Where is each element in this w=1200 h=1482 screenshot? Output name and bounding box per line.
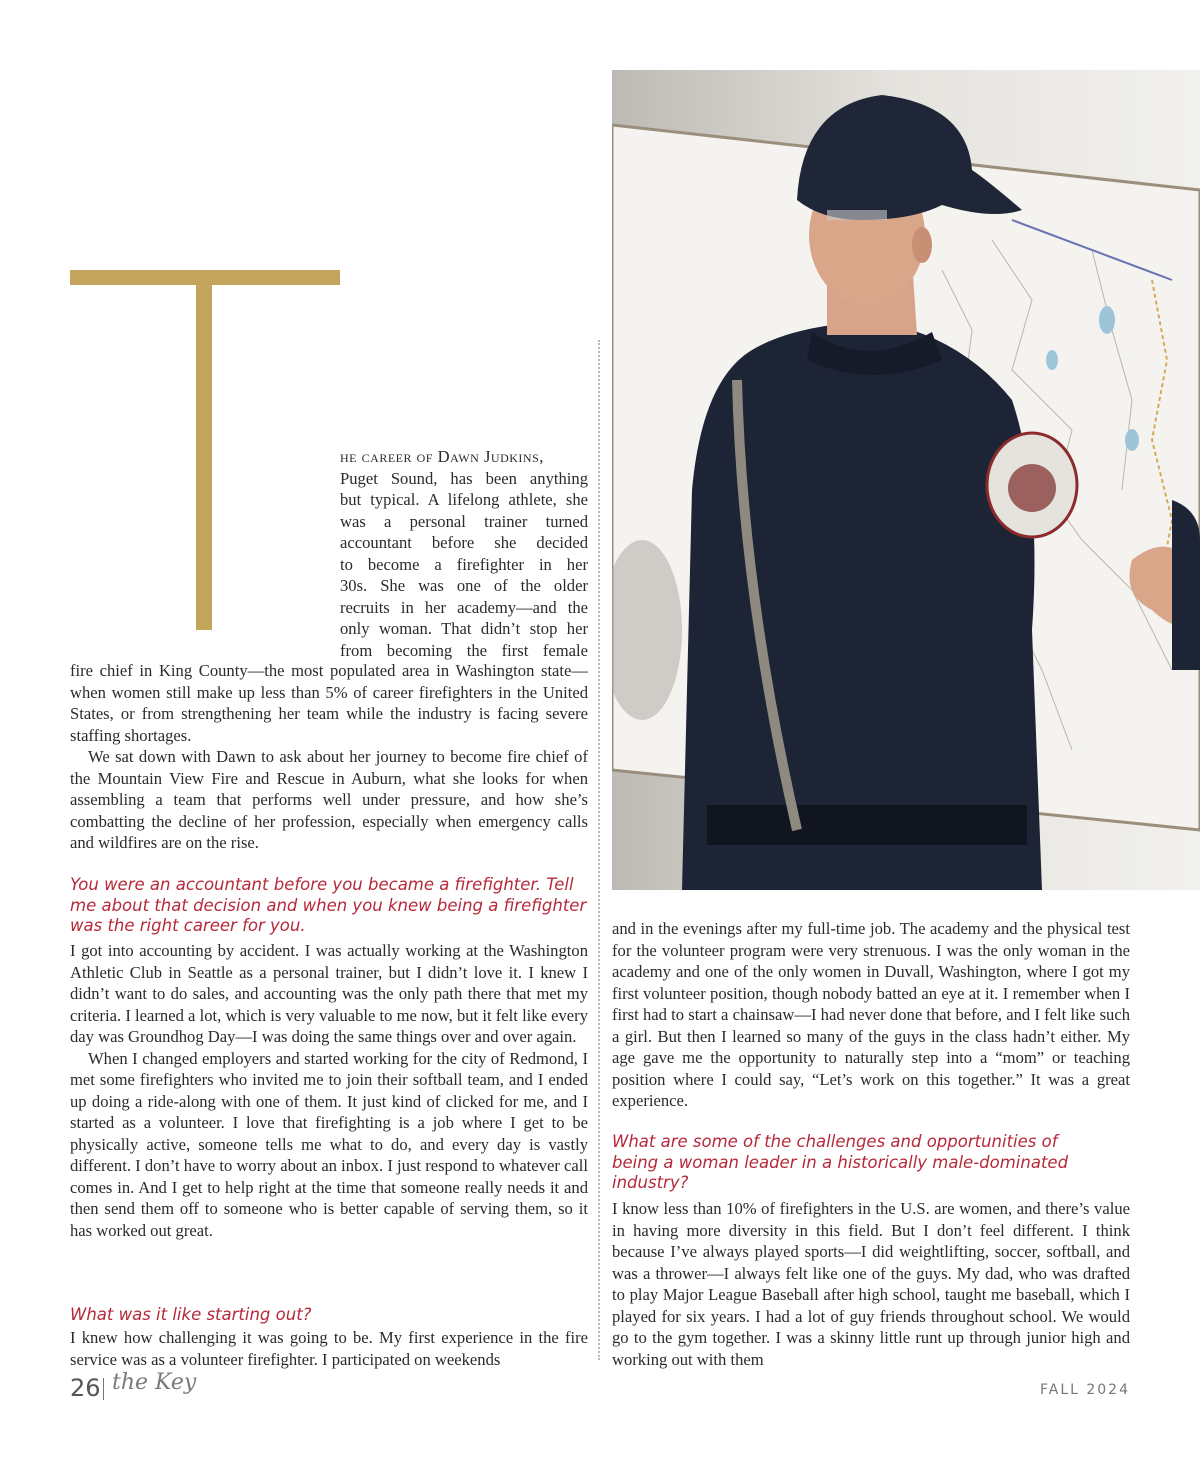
answer-1: [70, 940, 588, 1241]
intro-narrow-line: to become a firefighter in her: [340, 554, 588, 574]
firefighter-photo: [612, 70, 1200, 890]
intro-paragraph-1: fire chief in King County—the most populated area in Washington state—when women still make up less than 5% of career firefighters in the United States, or from strengthening her team while the industry is facing severe staffing shortages.: [70, 661, 588, 745]
intro-narrow-line: but typical. A lifelong athlete, she: [340, 490, 588, 509]
intro-narrow-line: from becoming the first female: [340, 640, 588, 660]
intro-narrow-line: recruits in her academy—and the: [340, 597, 588, 617]
answer-3: I know less than 10% of firefighters in the U.S. are women, and there’s value in having more diversity in this field. But I don’t feel different. I think because I’ve always played sports—I did weightlifting, soccer, softball, and was a thrower—I always felt like one of the guys. My dad, who was drafted to play Major League Baseball after high school, taught me baseball, which I played for six years. I had a lot of guy friends throughout school. We would go to the gym together. I was a skinny little runt up through junior high and working out with them: [612, 1199, 1130, 1369]
intro-wide: [70, 660, 588, 854]
intro-paragraph-2: We sat down with Dawn to ask about her journey to become fire chief of the Mountain View Fire and Rescue in Auburn, what she looks for when assembling a team that performs well under pressure, and how she’s combatting the decline of her profession, especially when emergency calls and wildfires are on the rise.: [70, 747, 588, 852]
page-number: 26: [70, 1374, 101, 1402]
intro-narrow-line: 30s. She was one of the older: [340, 576, 588, 595]
intro-narrow: [340, 446, 588, 661]
issue-label: FALL 2024: [1039, 1382, 1130, 1398]
column-divider: [598, 340, 600, 1360]
intro-narrow-line: accountant before she decided: [340, 533, 588, 552]
question-1: You were an accountant before you became a firefighter. Tell me about that decision and when you knew being a firefighter was the right career for you.: [70, 875, 587, 935]
answer-2-right: and in the evenings after my full-time job. The academy and the physical test for the volunteer program were very strenuous. I was the only woman in the academy and one of the only women in Duvall, Washington, where I got my first volunteer position, though nobody batted an eye at it. I remember when I first had to start a chainsaw—I had never done that before, and I felt like such a girl. But then I learned so many of the guys in the class hadn’t either. My age gave me the opportunity to naturally step into a “mom” or teaching position where I could say, “Let’s work on this together.” It was a great experience.: [612, 919, 1130, 1110]
answer-1-paragraph-2: When I changed employers and started working for the city of Redmond, I met some firefighters who invited me to join their softball team, and I ended up doing a ride-along with one of them. It just kind of clicked for me, and I started as a volunteer. I love that firefighting is a job where I get to be physically active, someone tells me what to do, and every day is vastly different. I don’t have to worry about an inbox. I just respond to whatever call comes in. And I get to help right at the time that someone really needs it and then send them off to someone who is better capable of serving them, so it has worked out great.: [70, 1048, 588, 1240]
answer-1-paragraph-1: I got into accounting by accident. I was actually working at the Washington Athletic Club in Seattle as a personal trainer, but I didn’t love it. I knew I didn’t want to do sales, and accounting was the only path there that met my criteria. I learned a lot, which is very valuable to me now, but it felt like every day was Groundhog Day—I was doing the same things over and over again.: [70, 941, 588, 1046]
intro-narrow-line: only woman. That didn’t stop her: [340, 619, 588, 638]
question-2: What was it like starting out?: [70, 1305, 312, 1324]
drop-cap-t: [70, 270, 340, 630]
intro-narrow-line: was a personal trainer turned: [340, 511, 588, 531]
footer-separator: [103, 1378, 104, 1400]
question-3: What are some of the challenges and opportunities of being a woman leader in a historically male-dominated industry?: [612, 1132, 1069, 1192]
intro-narrow-line: Puget Sound, has been anything: [340, 468, 588, 488]
answer-2-left: I knew how challenging it was going to be. My first experience in the fire service was as a volunteer firefighter. I participated on weekends: [70, 1328, 588, 1369]
magazine-logo: the Key: [112, 1370, 197, 1395]
intro-lead: he career of Dawn Judkins,: [340, 447, 544, 466]
